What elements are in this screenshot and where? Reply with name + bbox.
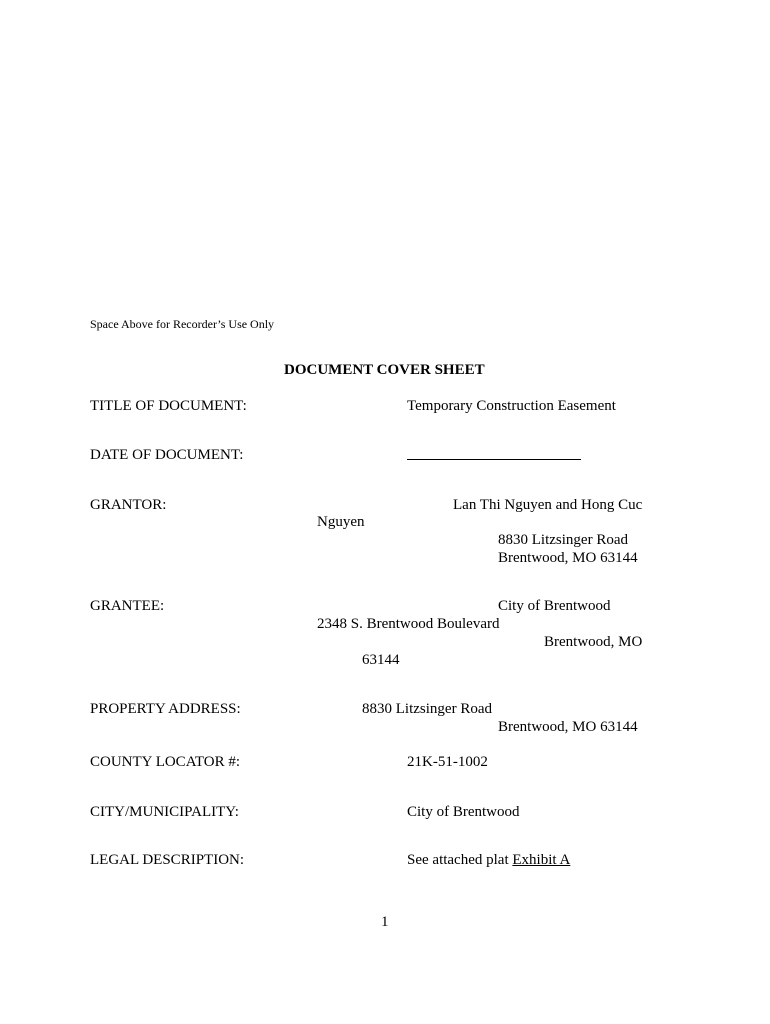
legal-description-value [407, 851, 570, 869]
page-title: DOCUMENT COVER SHEET [284, 362, 485, 378]
date-of-document-label: DATE OF DOCUMENT: [90, 447, 244, 463]
title-of-document-label: TITLE OF DOCUMENT: [90, 398, 247, 414]
recorder-use-note: Space Above for Recorder’s Use Only [90, 317, 275, 331]
legal-description-prefix: See attached plat [407, 852, 513, 868]
grantee-address-line2: Brentwood, MO [544, 634, 643, 650]
property-address-line1: 8830 Litzsinger Road [362, 701, 492, 717]
date-of-document-blank-line [407, 459, 581, 460]
grantee-label: GRANTEE: [90, 598, 165, 614]
exhibit-a-reference: Exhibit A [512, 852, 571, 868]
city-municipality-label: CITY/MUNICIPALITY: [90, 804, 239, 820]
grantor-name-line1: Lan Thi Nguyen and Hong Cuc [453, 497, 643, 513]
county-locator-label: COUNTY LOCATOR #: [90, 754, 241, 770]
grantee-name: City of Brentwood [498, 598, 611, 614]
property-address-line2: Brentwood, MO 63144 [498, 719, 638, 735]
grantor-address-line2: Brentwood, MO 63144 [498, 550, 638, 566]
county-locator-value: 21K-51-1002 [407, 754, 488, 770]
grantor-address-line1: 8830 Litzsinger Road [498, 532, 628, 548]
page-number: 1 [381, 914, 389, 930]
grantor-name-line2: Nguyen [317, 514, 365, 530]
legal-description-label: LEGAL DESCRIPTION: [90, 852, 245, 868]
grantee-address-line1: 2348 S. Brentwood Boulevard [317, 616, 500, 632]
property-address-label: PROPERTY ADDRESS: [90, 701, 241, 717]
grantor-label: GRANTOR: [90, 497, 167, 513]
title-of-document-value: Temporary Construction Easement [407, 398, 616, 414]
city-municipality-value: City of Brentwood [407, 804, 520, 820]
grantee-address-line3: 63144 [362, 652, 400, 668]
